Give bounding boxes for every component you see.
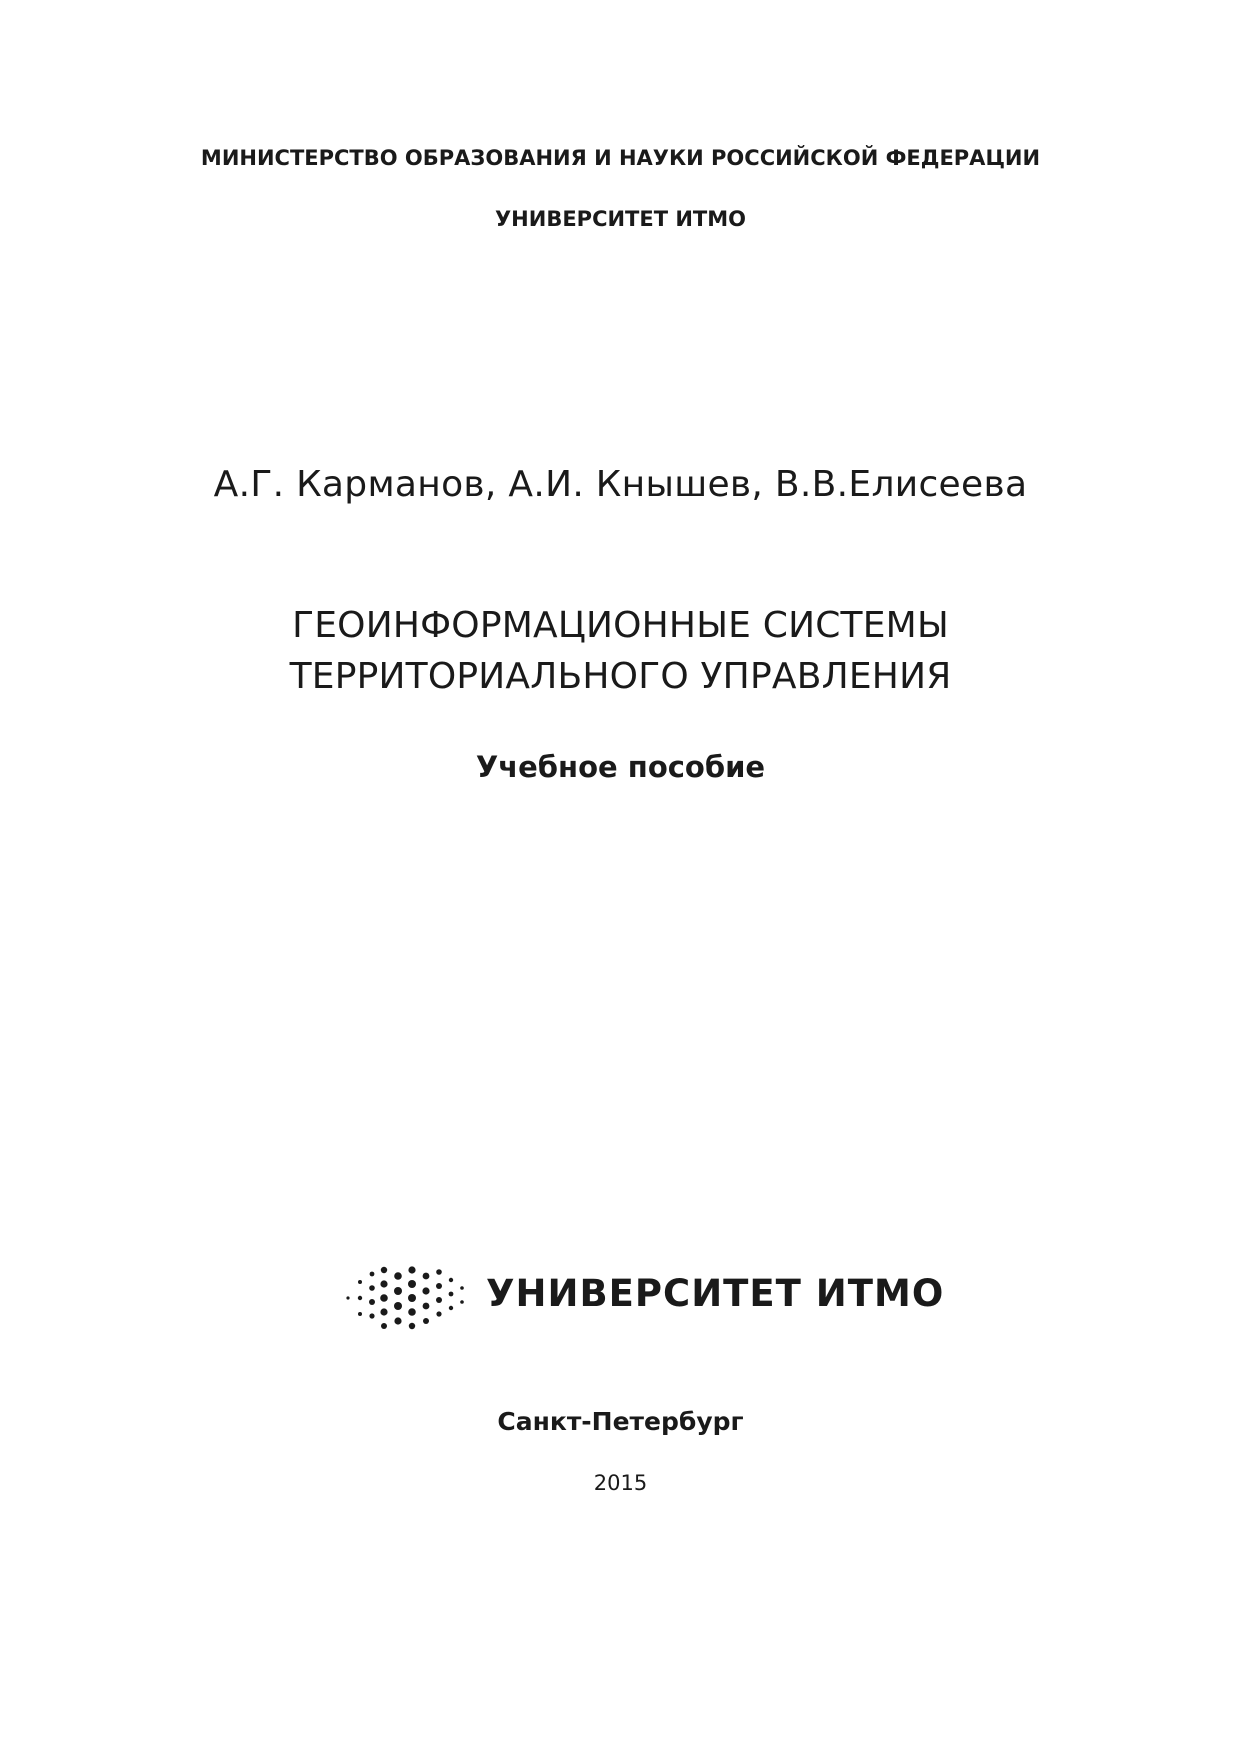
imprint-year: 2015 [593,1471,648,1495]
itmo-logo-text: УНИВЕРСИТЕТ ИТМО [486,1272,945,1315]
ministry-heading: МИНИСТЕРСТВО ОБРАЗОВАНИЯ И НАУКИ РОССИЙСКОЙ ФЕДЕРАЦИИ [200,146,1041,170]
itmo-dot-mark-icon [342,1260,472,1336]
book-subtitle: Учебное пособие [475,750,766,784]
authors: А.Г. Карманов, А.И. Кнышев, В.В.Елисеева [213,464,1028,505]
university-heading: УНИВЕРСИТЕТ ИТМО [494,207,747,231]
book-title-line-2: ТЕРРИТОРИАЛЬНОГО УПРАВЛЕНИЯ [289,656,952,697]
imprint-city: Санкт-Петербург [497,1407,744,1436]
itmo-logo [342,1260,945,1336]
book-title-line-1: ГЕОИНФОРМАЦИОННЫЕ СИСТЕМЫ [292,605,949,646]
